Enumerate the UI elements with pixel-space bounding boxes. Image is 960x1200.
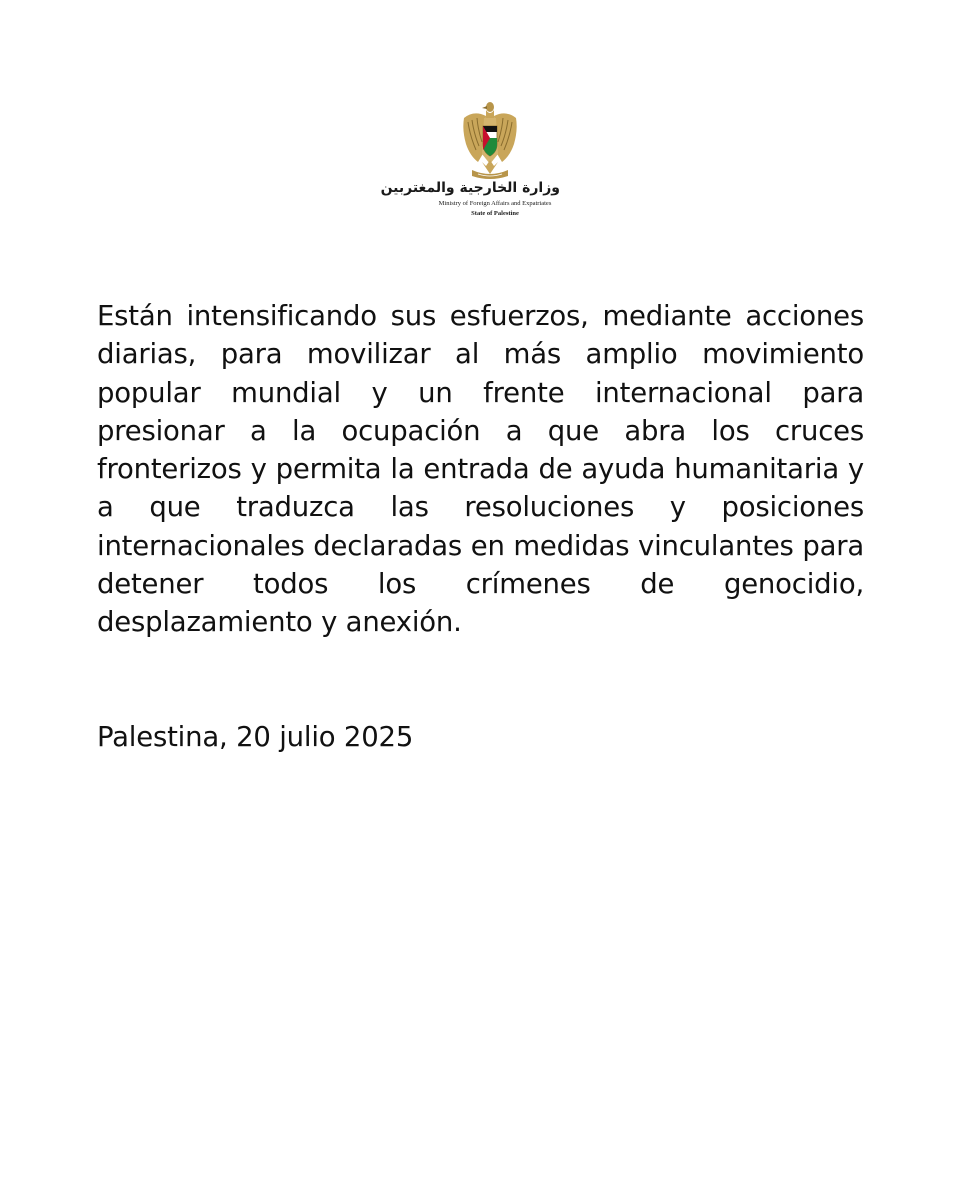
dateline: Palestina, 20 julio 2025 <box>97 721 414 753</box>
ministry-arabic-name: وزارة الخارجية والمغتربين <box>380 180 560 196</box>
letterhead <box>380 100 560 230</box>
palestine-eagle-emblem-icon <box>460 100 520 182</box>
ministry-name: Ministry of Foreign Affairs and Expatriates <box>438 200 552 207</box>
statement-paragraph: Están intensificando sus esfuerzos, mediante acciones diarias, para movilizar al más amplio movimiento popular mundial y un frente internacional para presionar a la ocupación a que abra los cruces fronterizos y permita la entrada de ayuda humanitaria y a que traduzca las resoluciones y posiciones internacionales declaradas en medidas vinculantes para detener todos los crímenes de genocidio, desplazamiento y anexión. <box>97 300 864 639</box>
state-name: State of Palestine <box>471 210 519 217</box>
